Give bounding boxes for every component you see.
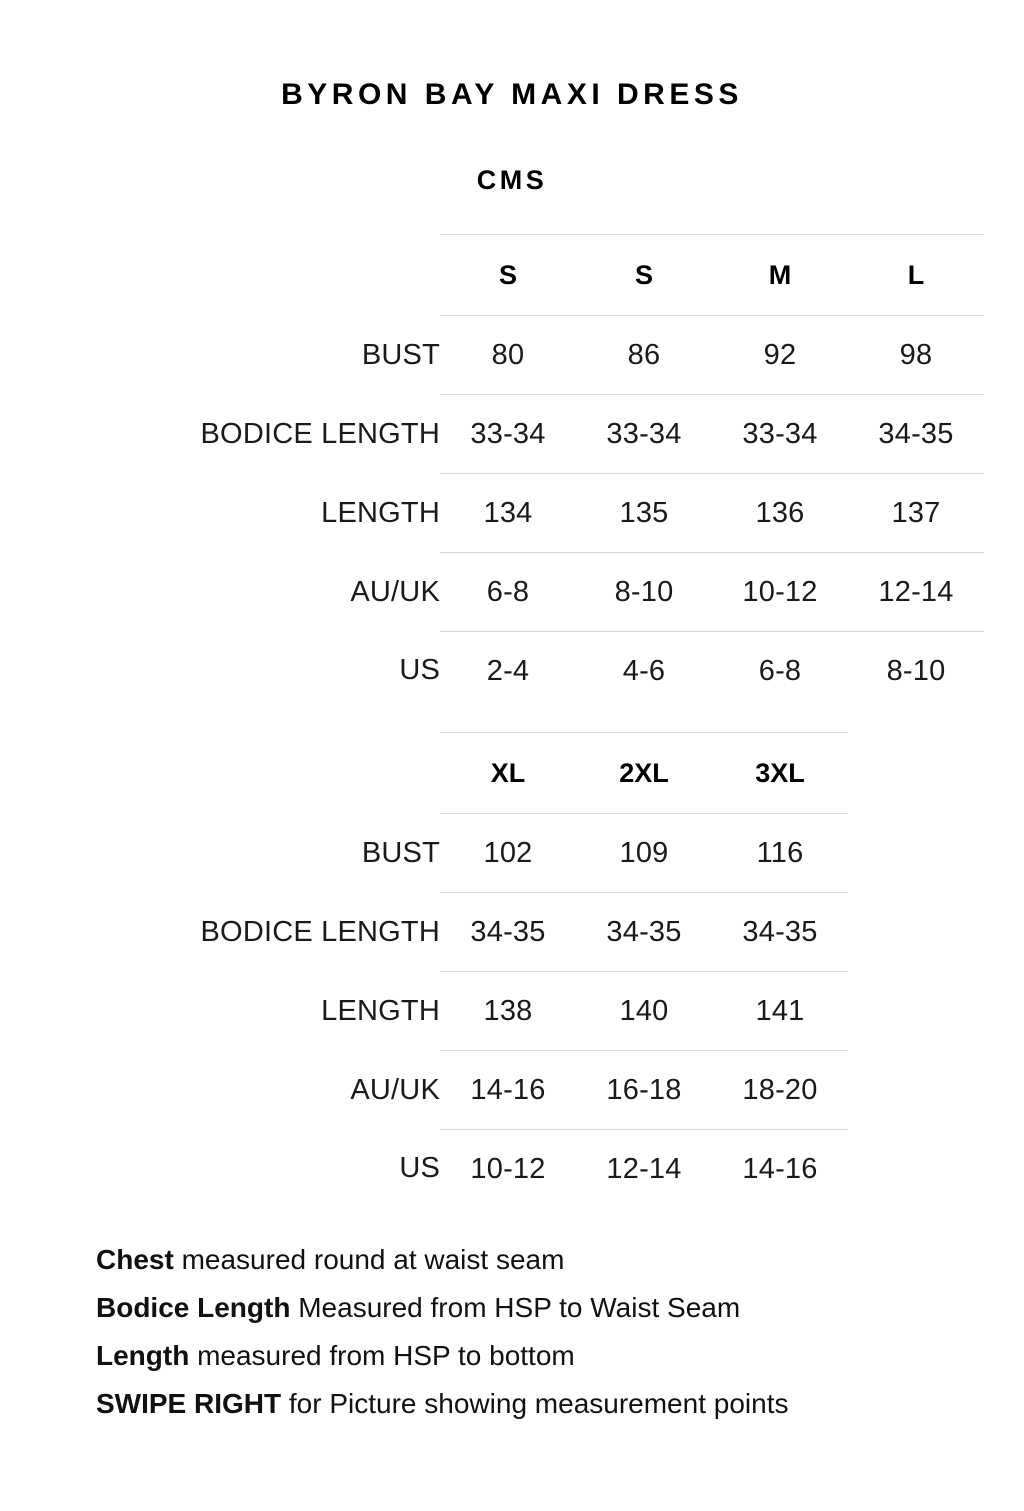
cell-bodice-3xl: 34-35 <box>712 893 848 972</box>
cell-us-2xl: 12-14 <box>576 1130 712 1209</box>
cell-bust-l: 98 <box>848 316 984 395</box>
note-chest-term: Chest <box>96 1244 174 1275</box>
cell-auuk-2xl: 16-18 <box>576 1051 712 1130</box>
cell-bodice-s2: 33-34 <box>576 395 712 474</box>
cell-auuk-l: 12-14 <box>848 553 984 632</box>
note-swipe-text: for Picture showing measurement points <box>281 1388 789 1420</box>
note-chest <box>96 1236 984 1284</box>
cell-auuk-xl: 14-16 <box>440 1051 576 1130</box>
row-label-us-plus: US <box>399 1152 440 1185</box>
cell-length-xl: 138 <box>440 972 576 1051</box>
cell-bust-s2: 86 <box>576 316 712 395</box>
header-size-4: L <box>848 235 984 316</box>
header-size-1: S <box>440 235 576 316</box>
cell-bodice-2xl: 34-35 <box>576 893 712 972</box>
cell-us-l: 8-10 <box>848 632 984 711</box>
measurement-notes <box>0 1236 1024 1429</box>
row-label-length: LENGTH <box>321 496 440 529</box>
table-header-row <box>40 235 984 316</box>
cell-bodice-xl: 34-35 <box>440 893 576 972</box>
header-corner <box>40 235 440 316</box>
cell-length-empty <box>848 972 984 1051</box>
header-size-3xl: 3XL <box>712 733 848 814</box>
table-spacer <box>40 710 984 732</box>
row-label-auuk-plus: AU/UK <box>350 1073 440 1106</box>
cell-bodice-m: 33-34 <box>712 395 848 474</box>
cell-auuk-m: 10-12 <box>712 553 848 632</box>
size-tables <box>0 234 1024 1208</box>
row-label-bust: BUST <box>361 338 440 371</box>
table-row <box>40 632 984 711</box>
table-row <box>40 553 984 632</box>
note-length-term: Length <box>96 1340 190 1372</box>
cell-auuk-s2: 8-10 <box>576 553 712 632</box>
cell-auuk-s1: 6-8 <box>440 553 576 632</box>
cell-us-empty <box>848 1130 984 1209</box>
cell-length-3xl: 141 <box>712 972 848 1051</box>
table-row <box>40 1051 984 1130</box>
cell-bust-2xl: 109 <box>576 814 712 893</box>
table-row <box>40 814 984 893</box>
cell-length-s2: 135 <box>576 474 712 553</box>
note-swipe-term: SWIPE RIGHT <box>96 1388 282 1420</box>
row-label-auuk: AU/UK <box>350 575 440 608</box>
header-corner-plus <box>40 733 440 814</box>
cell-us-s1: 2-4 <box>440 632 576 711</box>
note-bodice-length-term: Bodice Length <box>96 1292 291 1324</box>
cell-bust-xl: 102 <box>440 814 576 893</box>
row-label-bust-plus: BUST <box>361 836 440 869</box>
cell-bust-3xl: 116 <box>712 814 848 893</box>
cell-length-l: 137 <box>848 474 984 553</box>
cell-us-m: 6-8 <box>712 632 848 711</box>
cell-us-xl: 10-12 <box>440 1130 576 1209</box>
row-label-bodice-length-plus: BODICE LENGTH <box>200 915 440 948</box>
header-size-2: S <box>576 235 712 316</box>
table-row <box>40 972 984 1051</box>
row-label-bodice-length: BODICE LENGTH <box>200 417 440 450</box>
cell-length-m: 136 <box>712 474 848 553</box>
cell-bust-empty <box>848 814 984 893</box>
size-table-plus <box>40 732 984 1208</box>
cell-us-s2: 4-6 <box>576 632 712 711</box>
table-row <box>40 316 984 395</box>
cell-bodice-empty <box>848 893 984 972</box>
cell-length-2xl: 140 <box>576 972 712 1051</box>
header-empty <box>848 733 984 814</box>
table-header-row <box>40 733 984 814</box>
note-bodice-length <box>96 1284 984 1332</box>
note-chest-text: measured round at waist seam <box>173 1244 565 1275</box>
note-bodice-length-text: Measured from HSP to Waist Seam <box>290 1292 741 1324</box>
note-length <box>96 1332 984 1380</box>
cell-bust-s1: 80 <box>440 316 576 395</box>
table-row <box>40 395 984 474</box>
cell-length-s1: 134 <box>440 474 576 553</box>
header-size-xl: XL <box>440 733 576 814</box>
table-row <box>40 1130 984 1209</box>
unit-label: CMS <box>476 165 548 195</box>
cell-auuk-3xl: 18-20 <box>712 1051 848 1130</box>
cell-auuk-empty <box>848 1051 984 1130</box>
table-row <box>40 893 984 972</box>
row-label-length-plus: LENGTH <box>321 994 440 1027</box>
header-size-2xl: 2XL <box>576 733 712 814</box>
cell-bodice-l: 34-35 <box>848 395 984 474</box>
cell-us-3xl: 14-16 <box>712 1130 848 1209</box>
page-title: BYRON BAY MAXI DRESS <box>281 78 743 111</box>
cell-bust-m: 92 <box>712 316 848 395</box>
size-chart-page <box>0 78 1024 1511</box>
size-table-standard <box>40 234 984 732</box>
header-size-3: M <box>712 235 848 316</box>
note-swipe-right <box>96 1380 984 1428</box>
row-label-us: US <box>399 654 440 687</box>
cell-bodice-s1: 33-34 <box>440 395 576 474</box>
note-length-text: measured from HSP to bottom <box>189 1340 575 1372</box>
table-row <box>40 474 984 553</box>
